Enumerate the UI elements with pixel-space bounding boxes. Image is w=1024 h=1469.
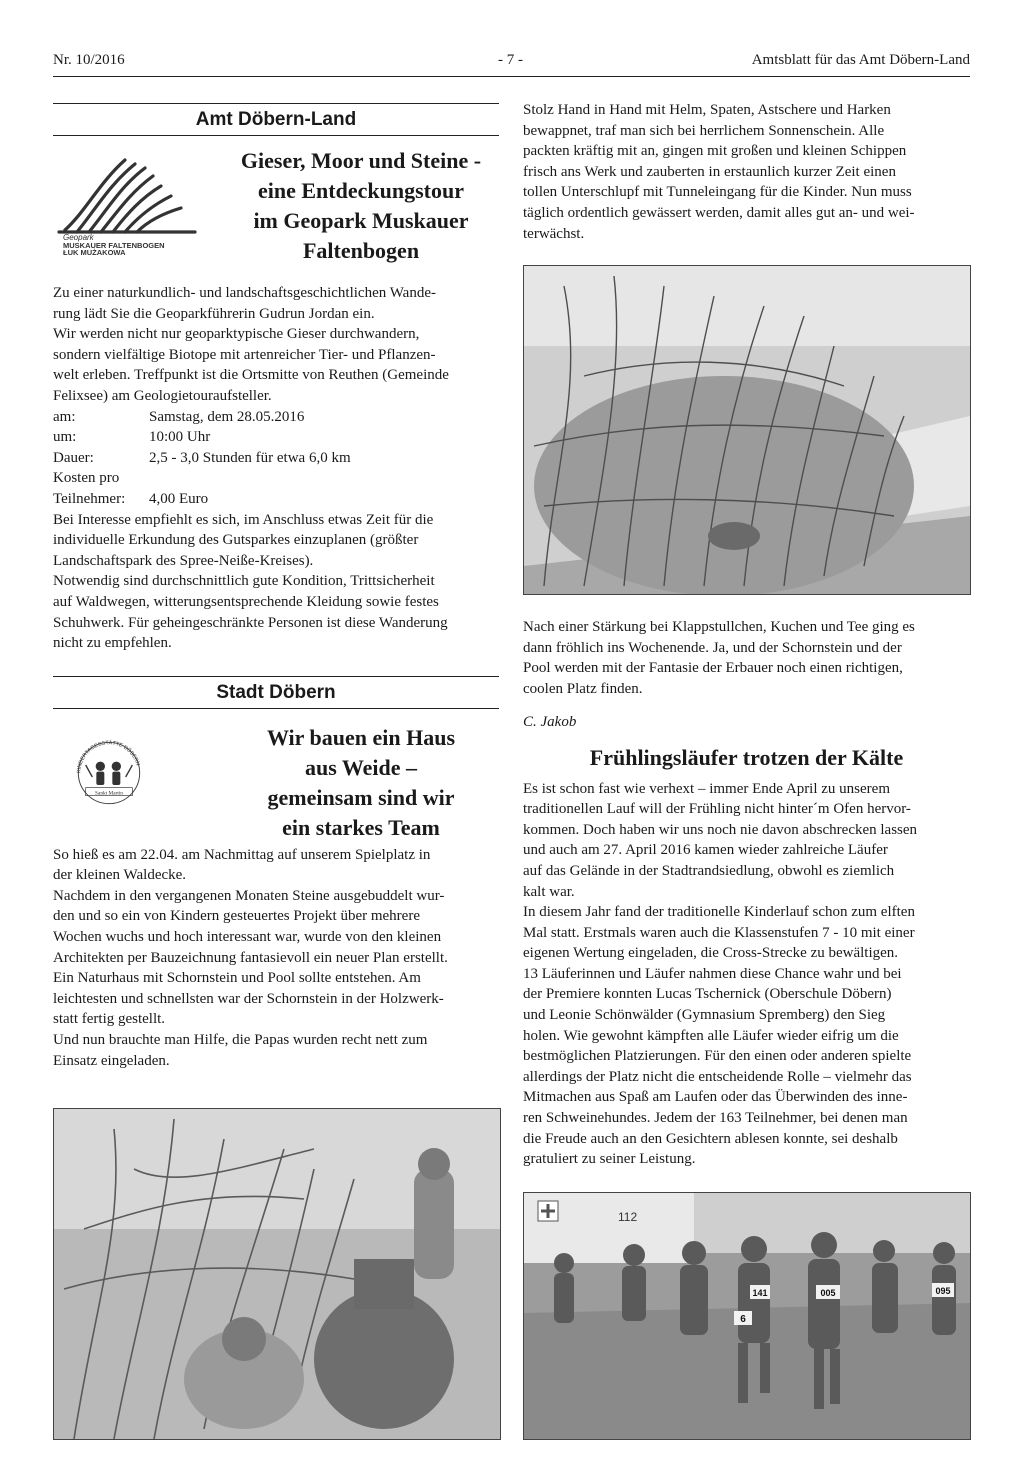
text-line: Schuhwerk. Für geheingeschränkte Personen ist diese Wanderung xyxy=(53,614,448,631)
text-line: Mal statt. Erstmals waren auch die Klassenstufen 7 - 10 mit einer xyxy=(523,924,915,941)
text-line: Landschaftspark des Spree-Neiße-Kreises). xyxy=(53,552,314,569)
article3-title: Frühlingsläufer trotzen der Kälte xyxy=(589,744,904,770)
text-line: tollen Unterschlupf mit Tunneleingang für die Kinder. Nun muss xyxy=(523,184,912,201)
text-line: auf Waldwegen, witterungsentsprechende Kleidung sowie festes xyxy=(53,593,439,610)
detail-row xyxy=(53,448,499,469)
photo-willow-house-art xyxy=(524,266,970,594)
text-line: der kleinen Waldecke. xyxy=(53,867,187,884)
text-line: welt erleben. Treffpunkt ist die Ortsmitte von Reuthen (Gemeinde xyxy=(53,367,449,384)
publication-title: Amtsblatt für das Amt Döbern-Land xyxy=(751,52,970,68)
text-line: den und so ein von Kindern gesteuertes Projekt über mehrere xyxy=(53,908,420,925)
title-line: eine Entdeckungstour xyxy=(258,178,464,203)
title-line: Faltenbogen xyxy=(302,238,420,263)
text-line: So hieß es am 22.04. am Nachmittag auf unserem Spielplatz in xyxy=(53,846,431,863)
text-line: eigenen Wertung eingeladen, die Cross-Strecke zu bewältigen. xyxy=(523,945,899,962)
text-line: Und nun brauchte man Hilfe, die Papas wurden recht nett zum xyxy=(53,1032,428,1049)
text-line: Pool werden mit der Fantasie der Erbauer noch einen richtigen, xyxy=(523,660,903,677)
title-line: Gieser, Moor und Steine - xyxy=(240,148,482,173)
detail-row xyxy=(53,489,499,510)
detail-value: 4,00 Euro xyxy=(149,490,209,507)
text-line: sondern vielfältige Biotope mit artenreicher Tier- und Pflanzen- xyxy=(53,346,436,363)
article1-title xyxy=(223,146,499,266)
text-line: individuelle Erkundung des Gutsparkes einzuplanen (größter xyxy=(53,532,419,549)
article2-title xyxy=(223,723,499,843)
article1-intro xyxy=(53,283,499,407)
text-line: Felixsee) am Geologietouraufsteller. xyxy=(53,387,272,404)
text-line: gratuliert zu seiner Leistung. xyxy=(523,1151,696,1168)
article1-outro xyxy=(53,510,499,654)
text-line: kommen. Doch haben wir uns noch nie davon abschrecken lassen xyxy=(523,821,918,838)
title-line: im Geopark Muskauer xyxy=(253,208,469,233)
kita-logo xyxy=(59,725,159,821)
detail-row xyxy=(53,468,499,489)
text-line: Mitmachen aus Spaß am Laufen oder das Überwinden des inne- xyxy=(523,1089,908,1106)
issue-number: Nr. 10/2016 xyxy=(53,52,125,68)
text-line: bewappnet, traf man sich bei herrlichem Sonnenschein. Alle xyxy=(523,122,885,139)
text-line: leichtesten und schnellsten war der Schornstein in der Holzwerk- xyxy=(53,990,444,1007)
photo-willow-building xyxy=(53,1108,501,1440)
article2-continued xyxy=(523,100,970,244)
photo-children-race-art xyxy=(524,1193,970,1439)
text-line: die Freude auch an den Gesichtern ablesen konnte, sei deshalb xyxy=(523,1130,898,1147)
article1-headline xyxy=(53,148,499,267)
title-line: aus Weide – xyxy=(304,754,418,780)
page-header xyxy=(53,48,970,77)
right-column xyxy=(523,100,970,1170)
geopark-logo xyxy=(55,152,205,256)
photo-willow-house xyxy=(523,265,971,595)
logo-text-geopark: Geopark xyxy=(63,233,94,242)
text-line: der Premiere konnten Lucas Tschernick (Oberschule Döbern) xyxy=(523,986,892,1003)
detail-key: Kosten pro xyxy=(53,470,120,487)
text-line: Stolz Hand in Hand mit Helm, Spaten, Astschere und Harken xyxy=(523,102,891,118)
text-line: traditionellen Lauf will der Frühling nicht hinter´m Ofen hervor- xyxy=(523,801,911,818)
text-line: In diesem Jahr fand der traditionelle Kinderlauf schon zum elften xyxy=(523,904,915,921)
text-line: coolen Platz finden. xyxy=(523,680,643,697)
article2-body xyxy=(53,845,499,1072)
text-line: Zu einer naturkundlich- und landschaftsgeschichtlichen Wande- xyxy=(53,285,436,301)
detail-key: Dauer: xyxy=(53,449,94,466)
text-line: bestmöglichen Platzierungen. Für den einen oder anderen spielte xyxy=(523,1048,912,1065)
detail-key: am: xyxy=(53,408,76,425)
text-line: ren Schweinehundes. Jedem der 163 Teilnehmer, bei denen man xyxy=(523,1110,908,1127)
text-line: und Leonie Schönwälder (Gymnasium Spremberg) den Sieg xyxy=(523,1007,886,1024)
detail-value: 10:00 Uhr xyxy=(149,429,211,446)
text-line: dann fröhlich ins Wochenende. Ja, und der Schornstein und der xyxy=(523,639,902,656)
text-line: terwächst. xyxy=(523,225,585,242)
bib-6: 6 xyxy=(740,1314,746,1325)
title-line: Wir bauen ein Haus xyxy=(266,724,456,750)
article3-body xyxy=(523,779,970,1170)
detail-value: Samstag, dem 28.05.2016 xyxy=(149,408,305,425)
logo-sankt-martin: Sankt Martin xyxy=(95,790,123,797)
detail-row xyxy=(53,427,499,448)
text-line: Nachdem in den vergangenen Monaten Steine ausgebuddelt wur- xyxy=(53,887,445,904)
photo-children-race xyxy=(523,1192,971,1440)
text-line: täglich ordentlich gewässert werden, damit alles gut an- und wei- xyxy=(523,204,915,221)
text-line: Einsatz eingeladen. xyxy=(53,1052,170,1069)
detail-key: um: xyxy=(53,429,77,446)
logo-text-muskauer: MUSKAUER FALTENBOGEN xyxy=(63,241,165,250)
detail-row xyxy=(53,407,499,428)
text-line: allerdings der Platz nicht die entscheidende Rolle – vielmehr das xyxy=(523,1068,912,1085)
event-details xyxy=(53,407,499,510)
text-line: Notwendig sind durchschnittlich gute Kondition, Trittsicherheit xyxy=(53,573,435,590)
text-line: statt fertig gestellt. xyxy=(53,1011,166,1028)
detail-key: Teilnehmer: xyxy=(53,490,126,507)
ambulance-number: 112 xyxy=(618,1210,638,1224)
text-line: packten kräftig mit an, gingen mit großen und kleinen Schippen xyxy=(523,143,907,160)
text-line: Ein Naturhaus mit Schornstein und Pool sollte entstehen. Am xyxy=(53,970,421,987)
title-line: ein starkes Team xyxy=(282,814,440,840)
text-line: Architekten per Bauzeichnung fantasievoll ein neuer Plan erstellt. xyxy=(53,949,448,966)
text-line: kalt war. xyxy=(523,883,575,900)
text-line: holen. Wie gewohnt kämpften alle Läufer wieder eifrig um die xyxy=(523,1027,899,1044)
article2-after-photo xyxy=(523,617,970,699)
text-line: Bei Interesse empfiehlt es sich, im Anschluss etwas Zeit für die xyxy=(53,511,434,528)
bib-005: 005 xyxy=(820,1288,836,1298)
left-column xyxy=(53,96,499,1071)
logo-arc-path: KINDERTAGESSTÄTTE DÖBERN xyxy=(76,739,141,773)
bib-141: 141 xyxy=(752,1288,768,1298)
text-line: nicht zu empfehlen. xyxy=(53,635,172,652)
text-line: Nach einer Stärkung bei Klappstullchen, Kuchen und Tee ging es xyxy=(523,619,915,636)
text-line: frisch ans Werk und zauberten in erstaunlich kurzer Zeit einen xyxy=(523,163,896,180)
detail-value: 2,5 - 3,0 Stunden für etwa 6,0 km xyxy=(149,449,351,466)
page-number: - 7 - xyxy=(498,52,523,68)
bib-095: 095 xyxy=(935,1286,951,1296)
text-line: Wir werden nicht nur geoparktypische Gieser durchwandern, xyxy=(53,326,420,343)
section-heading-stadt: Stadt Döbern xyxy=(53,676,499,709)
title-line: gemeinsam sind wir xyxy=(267,784,455,810)
text-line: Wochen wuchs und hoch interessant war, wurde von den kleinen xyxy=(53,929,442,946)
article2-headline xyxy=(53,725,499,845)
text-line: auf das Gelände in der Stadtrandsiedlung, obwohl es ziemlich xyxy=(523,862,895,879)
photo-willow-building-art xyxy=(54,1109,500,1439)
text-line: und auch am 27. April 2016 kamen wieder zahlreiche Läufer xyxy=(523,842,888,859)
text-line: rung lädt Sie die Geoparkführerin Gudrun Jordan ein. xyxy=(53,305,375,322)
text-line: Es ist schon fast wie verhext – immer Ende April zu unserem xyxy=(523,780,890,797)
author-credit: C. Jakob xyxy=(523,713,577,730)
logo-text-luk: ŁUK MUŻAKOWA xyxy=(63,248,126,256)
section-heading-amt: Amt Döbern-Land xyxy=(53,103,499,136)
text-line: 13 Läuferinnen und Läufer nahmen diese Chance wahr und bei xyxy=(523,965,902,982)
